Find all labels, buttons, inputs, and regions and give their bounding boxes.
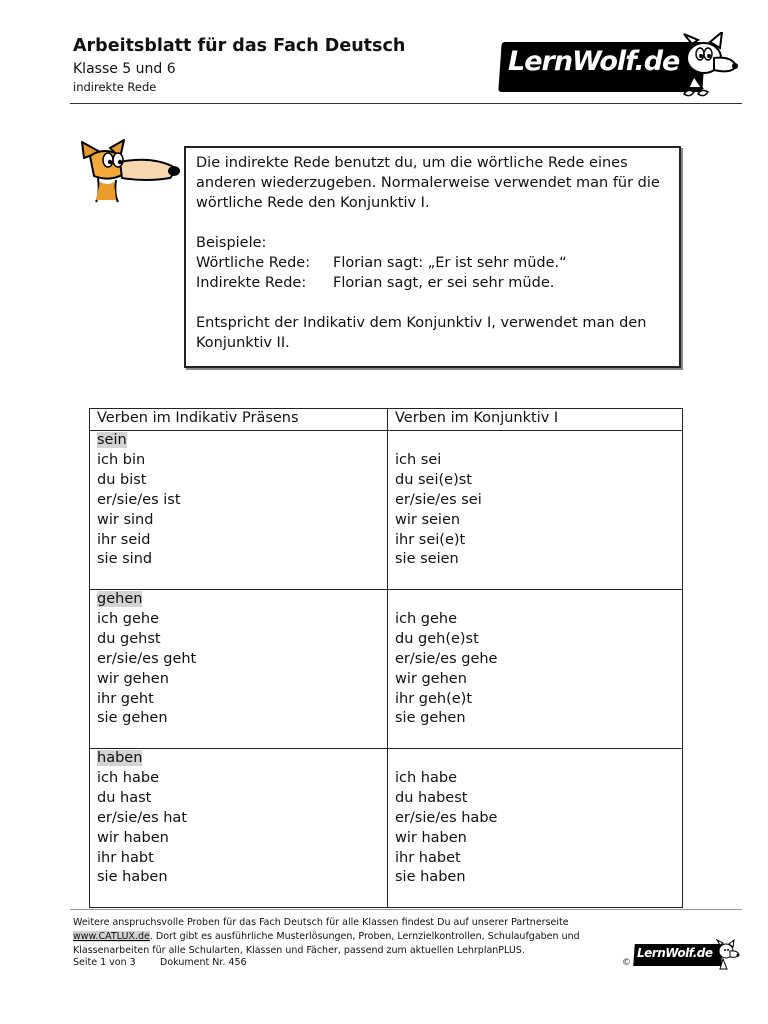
indikativ-form: du gehst: [97, 630, 161, 647]
explanation-box: [184, 146, 681, 368]
indikativ-cell: [90, 749, 388, 908]
catlux-link[interactable]: www.CATLUX.de: [73, 931, 150, 942]
table-row: [90, 749, 683, 908]
table-header-row: [90, 409, 683, 431]
footer-divider: [70, 909, 742, 910]
konjunktiv-form: du geh(e)st: [395, 630, 479, 647]
header-indikativ: Verben im Indikativ Präsens: [90, 409, 388, 431]
page-number: Seite 1 von 3: [73, 957, 136, 968]
table-row: [90, 590, 683, 749]
worksheet-title: Arbeitsblatt für das Fach Deutsch: [73, 36, 406, 56]
indikativ-form: wir haben: [97, 829, 169, 846]
example-text: Florian sagt, er sei sehr müde.: [333, 275, 555, 291]
konjunktiv-form: er/sie/es habe: [395, 809, 498, 826]
intro-text: Die indirekte Rede benutzt du, um die wörtliche Rede eines anderen wiederzugeben. Normalerweise verwendet man für die wörtliche Rede den Konjunktiv I.: [196, 155, 660, 211]
indikativ-form: sie gehen: [97, 710, 168, 727]
indikativ-form: ich bin: [97, 451, 146, 468]
header-divider: [70, 103, 742, 104]
example-text: Florian sagt: „Er ist sehr müde.“: [333, 255, 567, 271]
example-indirect-speech: [196, 273, 669, 293]
document-number: Dokument Nr. 456: [160, 957, 247, 968]
konjunktiv-form: sie haben: [395, 869, 466, 886]
wolf-mascot-icon: [714, 939, 740, 971]
indikativ-form: er/sie/es geht: [97, 650, 197, 667]
infinitive-label: gehen: [97, 591, 143, 607]
konjunktiv-form: sie gehen: [395, 710, 466, 727]
konjunktiv-cell: [388, 590, 683, 749]
konjunktiv-form: er/sie/es gehe: [395, 650, 498, 667]
indikativ-cell: [90, 431, 388, 590]
copyright-symbol: ©: [622, 958, 631, 968]
indikativ-form: ihr seid: [97, 531, 151, 548]
indikativ-cell: [90, 590, 388, 749]
konjunktiv-form: ich habe: [395, 769, 458, 786]
konjunktiv-cell: [388, 431, 683, 590]
konjunktiv-form: wir gehen: [395, 670, 467, 687]
example-label: Wörtliche Rede:: [196, 255, 311, 271]
indikativ-form: sie sind: [97, 551, 153, 568]
indikativ-form: er/sie/es ist: [97, 491, 181, 508]
footer-text-start: Weitere anspruchsvolle Proben für das Fach Deutsch für alle Klassen findest Du auf unserer Partnerseite: [73, 917, 569, 928]
dog-mascot-icon: [80, 138, 184, 204]
header-konjunktiv: Verben im Konjunktiv I: [388, 409, 683, 431]
konjunktiv-form: ich sei: [395, 451, 442, 468]
konjunktiv-form: ich gehe: [395, 610, 458, 627]
indikativ-form: ihr habt: [97, 849, 154, 866]
logo-text: LernWolf.de: [508, 46, 680, 77]
indikativ-form: du bist: [97, 471, 147, 488]
example-label: Indirekte Rede:: [196, 275, 307, 291]
konjunktiv-form: du habest: [395, 789, 468, 806]
indikativ-form: sie haben: [97, 869, 168, 886]
footer-notice: [73, 916, 633, 958]
konjunktiv-form: du sei(e)st: [395, 471, 472, 488]
examples-heading: Beispiele:: [196, 235, 267, 251]
konjunktiv-form: wir seien: [395, 511, 461, 528]
konjunktiv-note: Entspricht der Indikativ dem Konjunktiv I, verwendet man den Konjunktiv II.: [196, 315, 647, 351]
indikativ-form: wir sind: [97, 511, 154, 528]
wolf-mascot-icon: [674, 32, 740, 100]
konjunktiv-form: ihr sei(e)t: [395, 531, 466, 548]
infinitive-label: haben: [97, 750, 143, 766]
indikativ-form: du hast: [97, 789, 152, 806]
konjunktiv-form: ihr geh(e)t: [395, 690, 473, 707]
infinitive-label: sein: [97, 432, 127, 448]
konjunktiv-form: wir haben: [395, 829, 467, 846]
indikativ-form: er/sie/es hat: [97, 809, 188, 826]
indikativ-form: ich gehe: [97, 610, 160, 627]
konjunktiv-cell: [388, 749, 683, 908]
footer-logo: [634, 939, 740, 971]
konjunktiv-form: sie seien: [395, 551, 459, 568]
indikativ-form: ihr geht: [97, 690, 154, 707]
example-direct-speech: [196, 253, 669, 273]
footer-text-end: . Dort gibt es ausführliche Musterlösungen, Proben, Lernzielkontrollen, Schulaufgaben und Klassenarbeiten für alle Schularten, Klassen und Fächer, passend zum aktuellen LehrplanPLUS.: [73, 931, 580, 956]
worksheet-topic: indirekte Rede: [73, 80, 157, 94]
konjunktiv-form: er/sie/es sei: [395, 491, 482, 508]
verb-conjugation-table: [89, 408, 683, 908]
indikativ-form: wir gehen: [97, 670, 169, 687]
footer-logo-text: LernWolf.de: [637, 946, 713, 960]
class-level: Klasse 5 und 6: [73, 61, 176, 77]
konjunktiv-form: ihr habet: [395, 849, 461, 866]
table-row: [90, 431, 683, 590]
lernwolf-logo: [500, 32, 740, 100]
indikativ-form: ich habe: [97, 769, 160, 786]
